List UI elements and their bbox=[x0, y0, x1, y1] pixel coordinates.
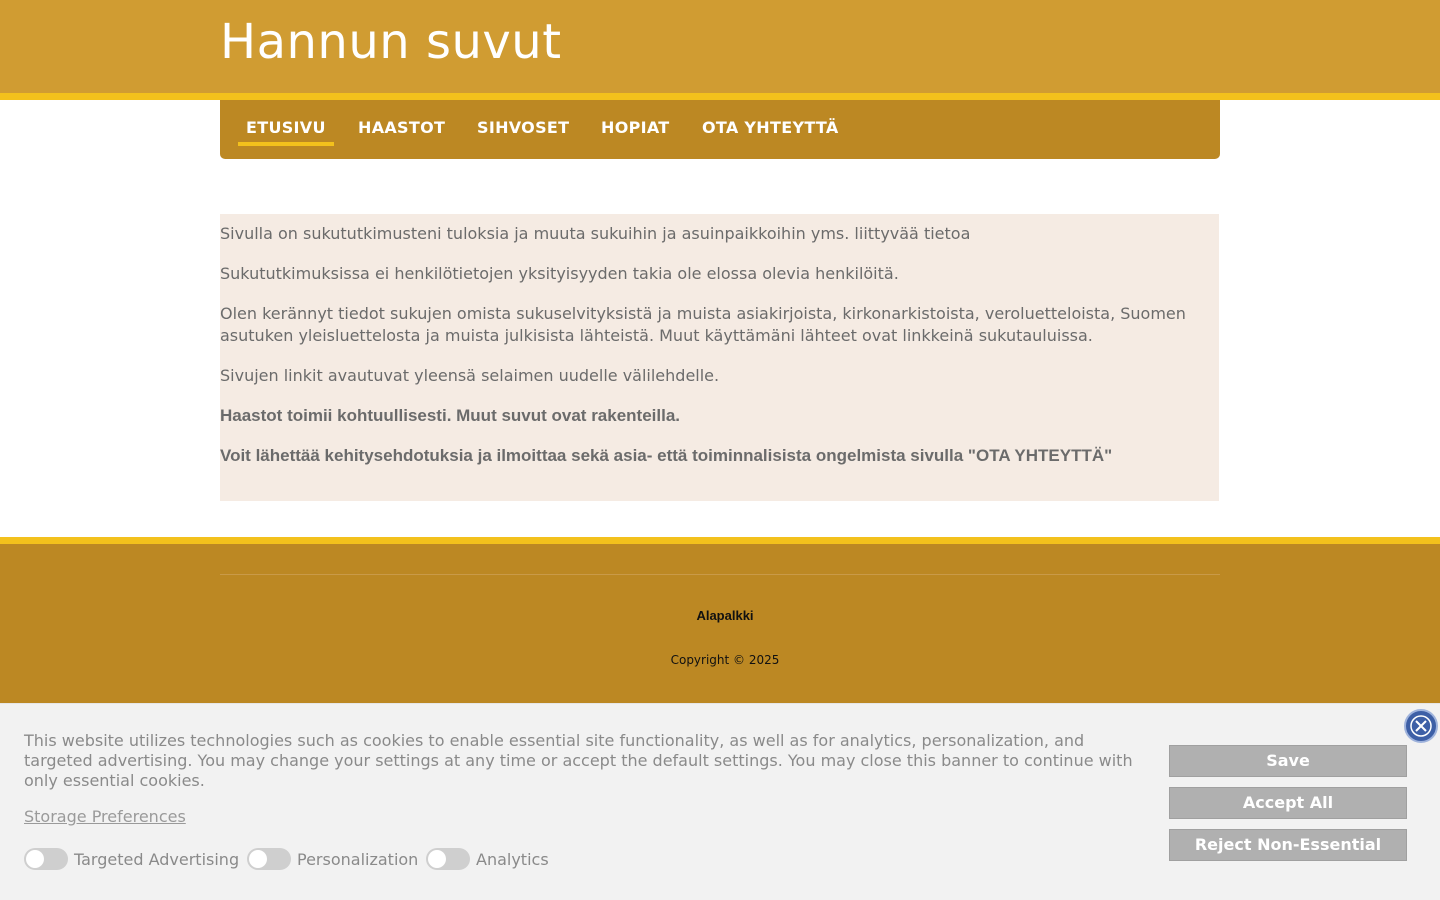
main-nav bbox=[220, 100, 1220, 159]
cookie-banner-text: This website utilizes technologies such as cookies to enable essential site functionality, as well as for analytics, personalization, and targeted advertising. You may change your settings at any time or accept the default settings. You may close this banner to continue with only essential cookies. bbox=[24, 731, 1133, 790]
toggle-switch[interactable] bbox=[247, 848, 291, 870]
toggle-label: Targeted Advertising bbox=[74, 849, 240, 869]
toggle-switch[interactable] bbox=[426, 848, 470, 870]
toggle-knob bbox=[249, 850, 267, 868]
feedback-paragraph: Voit lähettää kehitysehdotuksia ja ilmoittaa sekä asia- että toiminnalisista ongelmista sivulla "OTA YHTEYTTÄ" bbox=[220, 446, 1113, 465]
intro-content bbox=[220, 214, 1219, 501]
nav-item-label: OTA YHTEYTTÄ bbox=[702, 118, 839, 137]
toggle-targeted-advertising[interactable] bbox=[24, 847, 239, 871]
reject-non-essential-button[interactable]: Reject Non-Essential bbox=[1169, 829, 1407, 861]
intro-paragraph: Sivujen linkit avautuvat yleensä selaimen uudelle välilehdelle. bbox=[220, 366, 720, 385]
footer-divider bbox=[220, 574, 1220, 575]
toggle-label: Personalization bbox=[297, 849, 419, 869]
nav-item-label: HAASTOT bbox=[358, 118, 446, 137]
toggle-personalization[interactable] bbox=[247, 847, 418, 871]
nav-item-label: SIHVOSET bbox=[477, 118, 570, 137]
toggle-analytics[interactable] bbox=[426, 847, 549, 871]
site-title[interactable]: Hannun suvut bbox=[220, 14, 562, 70]
nav-item-label: HOPIAT bbox=[601, 118, 670, 137]
close-icon bbox=[1409, 714, 1433, 738]
toggle-knob bbox=[428, 850, 446, 868]
storage-preferences-link[interactable]: Storage Preferences bbox=[24, 807, 186, 826]
nav-item-haastot[interactable] bbox=[358, 118, 445, 146]
nav-item-ota-yhteytta[interactable] bbox=[702, 118, 839, 146]
status-paragraph: Haastot toimii kohtuullisesti. Muut suvut ovat rakenteilla. bbox=[220, 406, 681, 425]
accept-all-button[interactable]: Accept All bbox=[1169, 787, 1407, 819]
close-banner-button[interactable] bbox=[1404, 709, 1438, 743]
footer-copyright: Copyright © 2025 bbox=[670, 653, 780, 667]
nav-item-label: ETUSIVU bbox=[246, 118, 326, 137]
intro-paragraph: Olen kerännyt tiedot sukujen omista sukuselvityksistä ja muista asiakirjoista, kirkonarkistoista, veroluetteloista, Suomen asutuken yleisluettelosta ja muista julkisista lähteistä. Muut käyttämäni lähteet ovat linkkeinä sukutauluissa. bbox=[220, 304, 1186, 345]
intro-paragraph: Sukututkimuksissa ei henkilötietojen yksityisyyden takia ole elossa olevia henkilöitä. bbox=[220, 264, 899, 283]
toggle-label: Analytics bbox=[476, 849, 549, 869]
toggle-knob bbox=[26, 850, 44, 868]
nav-item-sihvoset[interactable] bbox=[477, 118, 569, 146]
nav-item-etusivu[interactable] bbox=[238, 118, 334, 146]
toggle-switch[interactable] bbox=[24, 848, 68, 870]
site-footer bbox=[0, 537, 1440, 703]
cookie-banner bbox=[0, 703, 1440, 900]
nav-item-hopiat[interactable] bbox=[601, 118, 670, 146]
intro-paragraph: Sivulla on sukututkimusteni tuloksia ja muuta sukuihin ja asuinpaikkoihin yms. liittyvää tietoa bbox=[220, 224, 971, 243]
site-header bbox=[0, 0, 1440, 100]
save-button[interactable]: Save bbox=[1169, 745, 1407, 777]
footer-title: Alapalkki bbox=[696, 608, 754, 623]
